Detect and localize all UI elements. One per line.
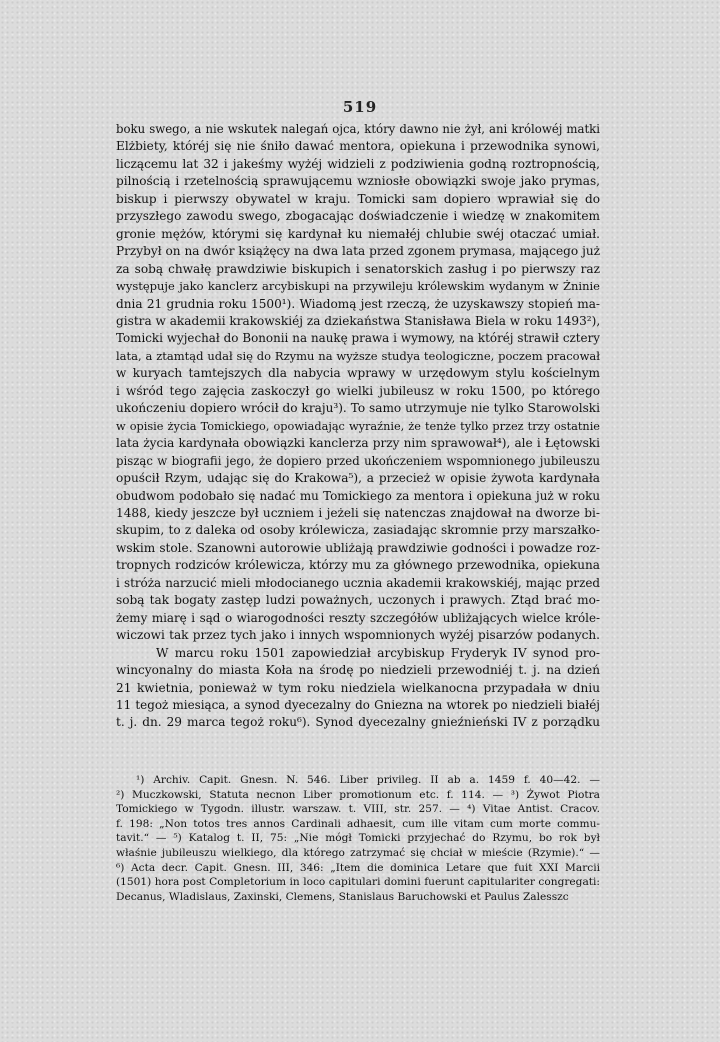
- footnote-line: Tomickiego w Tygodn. illustr. warszaw. t. VIII, str. 257. — ⁴) Vitae Antist. Cracov.: [116, 803, 600, 816]
- text-line: dnia 21 grudnia roku 1500¹). Wiadomą jest rzeczą, że uzyskawszy stopień ma-: [116, 296, 600, 311]
- text-line: 11 tegoż miesiąca, a synod dyecezalny do Gniezna na wtorek po niedzieli białéj: [116, 697, 600, 712]
- paragraph-start-line: W marcu roku 1501 zapowiedział arcybiskup Fryderyk IV synod pro-: [156, 645, 600, 660]
- text-line: opuścił Rzym, udając się do Krakowa⁵), a przecież w opisie żywota kardynała: [116, 471, 600, 486]
- text-line: w opisie życia Tomickiego, opowiadając wyraźnie, że tenże tylko przez trzy ostatnie: [116, 419, 600, 433]
- text-line: wiczowi tak przez tych jako i innych wspomnionych wyżéj pisarzów podanych.: [116, 628, 600, 643]
- text-line: i wśród tego zajęcia zaskoczył go wielki jubileusz w roku 1500, po którego: [116, 383, 600, 398]
- footnote-line: f. 198: „Non totos tres annos Cardinali adhaesit, cum ille vitam cum morte commu-: [116, 817, 600, 830]
- text-line: pisząc w biografii jego, że dopiero przed ukończeniem wspomnionego jubileuszu: [116, 453, 600, 468]
- footnote-line: właśnie jubileuszu wielkiego, dla którego zatrzymać się chciał w mieście (Rzymie).“ —: [116, 846, 600, 859]
- text-line: liczącemu lat 32 i jakeśmy wyżéj widzieli z podziwienia godną roztropnością,: [116, 156, 600, 171]
- page-number: 519: [342, 98, 378, 116]
- footnote-line: ¹) Archiv. Capit. Gnesn. N. 546. Liber privileg. II ab a. 1459 f. 40—42. —: [136, 774, 600, 786]
- text-line: gistra w akademii krakowskiéj za dziekaństwa Stanisława Biela w roku 1493²),: [116, 313, 601, 328]
- text-line: boku swego, a nie wskutek nalegań ojca, który dawno nie żył, ani królowéj matki: [116, 122, 600, 136]
- text-line: gronie mężów, którymi się kardynał ku niemałéj chlubie swéj otaczać umiał.: [116, 226, 600, 241]
- text-line: sobą tak bogaty zastęp ludzi poważnych, uczonych i prawych. Ztąd brać mo-: [116, 593, 600, 608]
- text-line: 1488, kiedy jeszcze był uczniem i jeżeli się natenczas znajdował na dworze bi-: [116, 505, 600, 520]
- text-line: Przybył on na dwór książęcy na dwa lata przed zgonem prymasa, mającego już: [116, 244, 600, 259]
- text-line: skupim, to z daleka od osoby królewicza, zasiadając skromnie przy marszałko-: [116, 523, 600, 538]
- footnote-line: ⁶) Acta decr. Capit. Gnesn. III, 346: „Item die dominica Letare que fuit XXI Marcii: [116, 861, 600, 874]
- text-line: tropnych rodziców królewicza, którzy mu za głównego przewodnika, opiekuna: [116, 558, 600, 573]
- text-line: i stróża narzucić mieli młodocianego ucznia akademii krakowskiéj, mając przed: [116, 575, 600, 590]
- text-line: pilnością i rzetelnością sprawującemu wzniosłe obowiązki swoje jako prymas,: [116, 174, 600, 189]
- text-line: ukończeniu dopiero wrócił do kraju³). To samo utrzymuje nie tylko Starowolski: [116, 401, 600, 416]
- footnotes: [116, 773, 600, 904]
- text-line: Elżbiety, któréj się nie śniło dawać mentora, opiekuna i przewodnika synowi,: [116, 139, 600, 154]
- text-line: biskup i pierwszy obywatel w kraju. Tomicki sam dopiero wprawiał się do: [116, 191, 600, 206]
- text-line: wincyonalny do miasta Koła na środę po niedzieli przewodniéj t. j. na dzień: [116, 663, 600, 678]
- text-line: wskim stole. Szanowni autorowie ubliżają prawdziwie godności i powadze roz-: [116, 540, 600, 555]
- text-line: za sobą chwałę prawdziwie biskupich i senatorskich zasług i po pierwszy raz: [116, 261, 600, 276]
- footnote-line: tavit.“ — ⁵) Katalog t. II, 75: „Nie mógł Tomicki przyjechać do Rzymu, bo rok był: [116, 832, 600, 845]
- text-line: obudwom podobało się nadać mu Tomickiego za mentora i opiekuna już w roku: [116, 488, 600, 503]
- footnote-line: Decanus, Wladislaus, Zaxinski, Clemens, Stanislaus Baruchowski et Paulus Zalesszc: [116, 890, 569, 903]
- text-line: Tomicki wyjechał do Bononii na naukę prawa i wymowy, na któréj strawił cztery: [116, 331, 600, 346]
- text-line: lata życia kardynała obowiązki kanclerza przy nim sprawował⁴), ale i Łętowski: [116, 436, 600, 451]
- text-line: lata, a ztamtąd udał się do Rzymu na wyższe studya teologiczne, poczem pracował: [116, 348, 600, 363]
- text-line: żemy miarę i sąd o wiarogodności reszty szczegółów ubliżających wielce króle-: [116, 610, 600, 625]
- main-text: [116, 121, 600, 732]
- text-line: w kuryach tamtejszych dla nabycia wprawy w urzędowym stylu kościelnym: [116, 366, 600, 381]
- text-line: 21 kwietnia, ponieważ w tym roku niedziela wielkanocna przypadała w dniu: [116, 680, 600, 695]
- footnote-line: ²) Muczkowski, Statuta necnon Liber promotionum etc. f. 114. — ³) Żywot Piotra: [116, 788, 600, 801]
- text-line: t. j. dn. 29 marca tegoż roku⁶). Synod dyecezalny gnieźnieński IV z porządku: [116, 715, 600, 730]
- text-line: przyszłego zawodu swego, zbogacając doświadczenie i wiedzę w znakomitem: [116, 209, 600, 224]
- text-line: występuje jako kanclerz arcybiskupi na przywileju królewskim wydanym w Żninie: [116, 279, 600, 294]
- footnote-line: (1501) hora post Completorium in loco capitulari domini fuerunt capitulariter congregati:: [116, 876, 600, 889]
